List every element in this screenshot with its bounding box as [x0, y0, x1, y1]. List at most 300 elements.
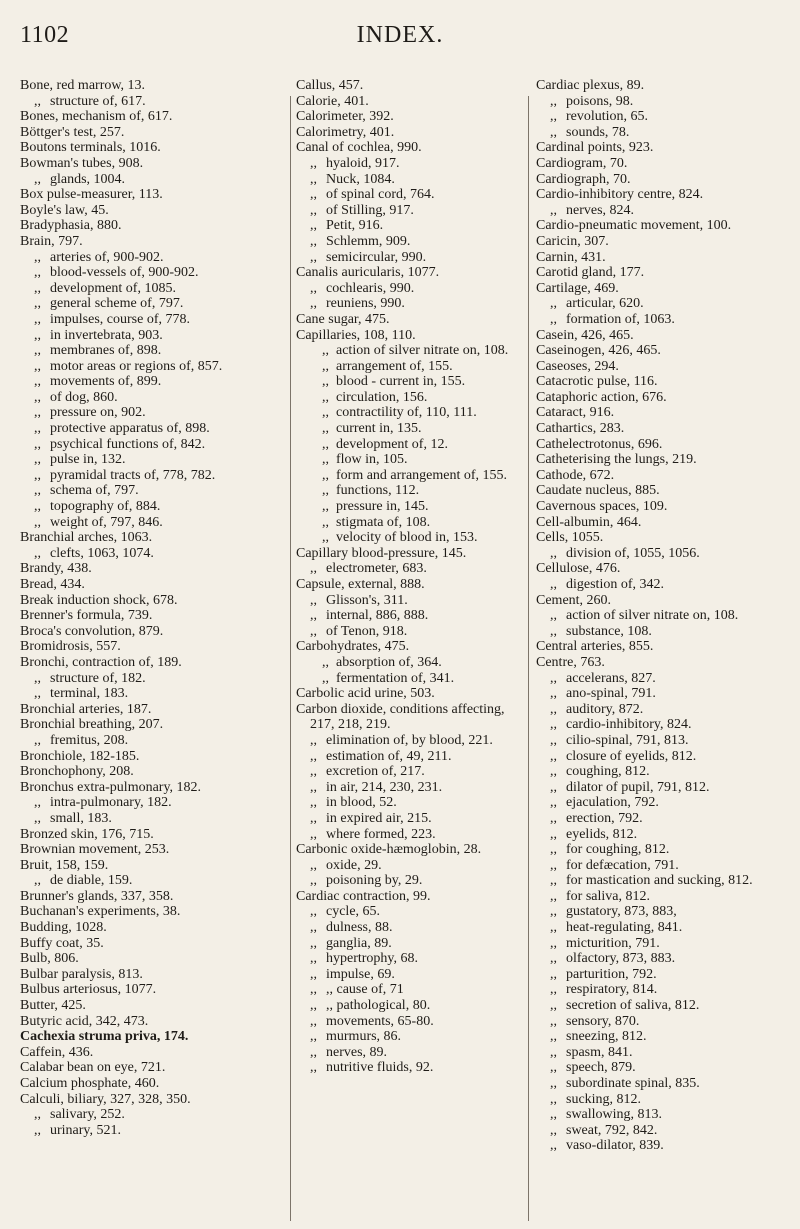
entry-text: of spinal cord, 764.	[326, 187, 435, 203]
ditto-mark: ,,	[34, 1107, 41, 1123]
entry-text: secretion of saliva, 812.	[566, 998, 700, 1014]
index-subentry	[20, 873, 285, 889]
ditto-mark: ,,	[310, 1013, 317, 1029]
index-subentry	[20, 499, 285, 515]
ditto-mark: ,,	[310, 810, 317, 826]
entry-text: vaso-dilator, 839.	[566, 1138, 664, 1154]
index-subentry	[536, 733, 792, 749]
index-entry	[296, 842, 518, 858]
ditto-mark: ,,	[34, 311, 41, 327]
index-subentry	[296, 281, 518, 297]
entry-text: where formed, 223.	[326, 826, 436, 842]
index-subentry	[296, 1029, 518, 1045]
index-subentry	[296, 296, 518, 312]
index-subentry	[536, 1138, 792, 1154]
index-subentry	[536, 1060, 792, 1076]
index-subentry	[536, 686, 792, 702]
index-subentry	[296, 904, 518, 920]
entry-text: Bromidrosis, 557.	[20, 639, 121, 655]
ditto-mark: ,,	[310, 951, 317, 967]
ditto-mark: ,,	[310, 873, 317, 889]
ditto-mark: ,,	[310, 249, 317, 265]
ditto-mark: ,,	[34, 436, 41, 452]
index-subentry	[20, 686, 285, 702]
ditto-mark: ,,	[550, 732, 557, 748]
ditto-mark: ,,	[550, 748, 557, 764]
entry-text: small, 183.	[50, 810, 112, 826]
entry-text: Petit, 916.	[326, 218, 384, 234]
entry-text: ano-spinal, 791.	[566, 686, 656, 702]
index-entry	[20, 593, 285, 609]
entry-text: for defæcation, 791.	[566, 857, 679, 873]
entry-text: sensory, 870.	[566, 1013, 640, 1029]
index-subentry	[20, 250, 285, 266]
ditto-mark: ,,	[550, 1060, 557, 1076]
index-entry	[20, 1029, 285, 1045]
entry-text: Nuck, 1084.	[326, 171, 395, 187]
ditto-mark: ,,	[550, 686, 557, 702]
index-subentry	[20, 374, 285, 390]
index-subentry	[296, 608, 518, 624]
entry-text: pressure in, 145.	[336, 499, 429, 515]
index-subentry	[296, 187, 518, 203]
entry-text: salivary, 252.	[50, 1107, 125, 1123]
ditto-mark: ,,	[550, 608, 557, 624]
entry-text: Bronchial breathing, 207.	[20, 717, 164, 733]
ditto-mark: ,,	[34, 296, 41, 312]
page-number: 1102	[20, 22, 70, 48]
index-entry	[20, 109, 285, 125]
ditto-mark: ,,	[34, 467, 41, 483]
entry-text: substance, 108.	[566, 623, 652, 639]
entry-text: Bones, mechanism of, 617.	[20, 109, 173, 125]
ditto-mark: ,,	[310, 608, 317, 624]
index-subentry	[536, 764, 792, 780]
index-entry	[536, 172, 792, 188]
index-subentry	[296, 655, 518, 671]
index-subentry	[536, 982, 792, 998]
entry-text: arteries of, 900-902.	[50, 249, 164, 265]
index-entry	[20, 936, 285, 952]
index-entry	[536, 655, 792, 671]
entry-text: topography of, 884.	[50, 499, 161, 515]
entry-text: of Stilling, 917.	[326, 202, 414, 218]
ditto-mark: ,,	[34, 1122, 41, 1138]
entry-text: pulse in, 132.	[50, 452, 126, 468]
index-entry	[296, 94, 518, 110]
entry-text: Cathode, 672.	[536, 467, 615, 483]
entry-text: ,, pathological, 80.	[326, 998, 431, 1014]
index-subentry	[20, 811, 285, 827]
index-subentry	[20, 421, 285, 437]
entry-text: Capillary blood-pressure, 145.	[296, 545, 467, 561]
index-subentry	[536, 967, 792, 983]
entry-text: in expired air, 215.	[326, 810, 432, 826]
entry-text: structure of, 617.	[50, 93, 146, 109]
index-subentry	[296, 624, 518, 640]
index-entry	[20, 187, 285, 203]
ditto-mark: ,,	[34, 389, 41, 405]
entry-text: Buffy coat, 35.	[20, 935, 104, 951]
entry-text: fermentation of, 341.	[336, 670, 455, 686]
ditto-mark: ,,	[550, 904, 557, 920]
entry-text: internal, 886, 888.	[326, 608, 429, 624]
entry-text: Butyric acid, 342, 473.	[20, 1013, 149, 1029]
index-subentry	[296, 234, 518, 250]
entry-text: pyramidal tracts of, 778, 782.	[50, 467, 216, 483]
ditto-mark: ,,	[34, 499, 41, 515]
index-entry	[296, 109, 518, 125]
entry-text: Bronzed skin, 176, 715.	[20, 826, 154, 842]
ditto-mark: ,,	[310, 592, 317, 608]
index-subentry	[20, 437, 285, 453]
ditto-mark: ,,	[322, 530, 329, 546]
entry-text: ,, cause of, 71	[326, 982, 404, 998]
index-subentry	[296, 1060, 518, 1076]
ditto-mark: ,,	[550, 202, 557, 218]
index-subentry	[536, 717, 792, 733]
entry-text: pressure on, 902.	[50, 405, 146, 421]
index-subentry	[296, 530, 518, 546]
ditto-mark: ,,	[550, 1029, 557, 1045]
entry-text: Cachexia struma priva, 174.	[20, 1029, 189, 1045]
index-subentry	[296, 390, 518, 406]
index-subentry	[296, 452, 518, 468]
index-subentry	[296, 671, 518, 687]
ditto-mark: ,,	[310, 795, 317, 811]
index-subentry	[536, 920, 792, 936]
index-subentry	[20, 343, 285, 359]
ditto-mark: ,,	[322, 389, 329, 405]
entry-text: Canalis auricularis, 1077.	[296, 265, 440, 281]
entry-text: Cane sugar, 475.	[296, 311, 390, 327]
entry-text: Bread, 434.	[20, 577, 85, 592]
entry-text: estimation of, 49, 211.	[326, 748, 452, 764]
ditto-mark: ,,	[322, 374, 329, 390]
entry-text: Cardio-pneumatic movement, 100.	[536, 218, 732, 234]
ditto-mark: ,,	[310, 966, 317, 982]
ditto-mark: ,,	[310, 171, 317, 187]
entry-text: Cardiac plexus, 89.	[536, 78, 645, 93]
entry-text: de diable, 159.	[50, 873, 133, 889]
entry-text: olfactory, 873, 883.	[566, 951, 676, 967]
index-column-3	[536, 78, 792, 1154]
index-subentry	[296, 343, 518, 359]
index-entry	[536, 639, 792, 655]
index-subentry	[536, 780, 792, 796]
entry-text: Brandy, 438.	[20, 561, 92, 577]
ditto-mark: ,,	[322, 483, 329, 499]
index-entry	[20, 827, 285, 843]
index-subentry	[536, 577, 792, 593]
index-subentry	[20, 265, 285, 281]
index-subentry	[20, 359, 285, 375]
index-entry	[296, 78, 518, 94]
index-subentry	[296, 593, 518, 609]
index-entry	[536, 405, 792, 421]
entry-text: Cataphoric action, 676.	[536, 389, 667, 405]
entry-text: membranes of, 898.	[50, 343, 162, 359]
ditto-mark: ,,	[310, 826, 317, 842]
index-subentry	[536, 1029, 792, 1045]
entry-text: semicircular, 990.	[326, 249, 427, 265]
entry-text: dilator of pupil, 791, 812.	[566, 779, 710, 795]
entry-text: Cellulose, 476.	[536, 561, 621, 577]
index-subentry	[296, 795, 518, 811]
entry-text: erection, 792.	[566, 810, 643, 826]
index-entry	[296, 702, 518, 733]
entry-text: Box pulse-measurer, 113.	[20, 187, 163, 203]
entry-text: swallowing, 813.	[566, 1107, 663, 1123]
index-entry	[536, 468, 792, 484]
index-entry	[20, 1076, 285, 1092]
index-entry	[20, 749, 285, 765]
ditto-mark: ,,	[322, 452, 329, 468]
index-subentry	[536, 1014, 792, 1030]
index-subentry	[536, 296, 792, 312]
entry-text: Central arteries, 855.	[536, 639, 654, 655]
entry-text: terminal, 183.	[50, 686, 129, 702]
index-subentry	[20, 1123, 285, 1139]
index-entry	[20, 920, 285, 936]
entry-text: Cathartics, 283.	[536, 421, 625, 437]
entry-text: clefts, 1063, 1074.	[50, 545, 154, 561]
entry-text: Caudate nucleus, 885.	[536, 483, 660, 499]
ditto-mark: ,,	[550, 701, 557, 717]
index-subentry	[536, 608, 792, 624]
ditto-mark: ,,	[550, 810, 557, 826]
index-entry	[536, 530, 792, 546]
index-subentry	[536, 624, 792, 640]
index-subentry	[296, 951, 518, 967]
entry-text: hyaloid, 917.	[326, 155, 400, 171]
entry-text: micturition, 791.	[566, 935, 660, 951]
index-entry	[296, 140, 518, 156]
index-entry	[20, 1092, 285, 1108]
index-subentry	[296, 811, 518, 827]
index-subentry	[296, 749, 518, 765]
entry-text: blood-vessels of, 900-902.	[50, 265, 199, 281]
index-subentry	[536, 312, 792, 328]
index-subentry	[296, 250, 518, 266]
entry-text: Cardiogram, 70.	[536, 155, 628, 171]
index-subentry	[536, 1107, 792, 1123]
index-subentry	[536, 873, 792, 889]
entry-text: gustatory, 873, 883,	[566, 904, 677, 920]
entry-text: structure of, 182.	[50, 670, 146, 686]
entry-text: ganglia, 89.	[326, 935, 392, 951]
index-entry	[536, 328, 792, 344]
ditto-mark: ,,	[550, 296, 557, 312]
entry-text: Catacrotic pulse, 116.	[536, 374, 658, 390]
entry-text: velocity of blood in, 153.	[336, 530, 478, 546]
index-entry	[20, 1014, 285, 1030]
ditto-mark: ,,	[550, 779, 557, 795]
index-entry	[20, 904, 285, 920]
index-subentry	[20, 452, 285, 468]
entry-text: urinary, 521.	[50, 1122, 122, 1138]
entry-text: dulness, 88.	[326, 920, 393, 936]
entry-text: absorption of, 364.	[336, 654, 442, 670]
entry-text: Broca's convolution, 879.	[20, 623, 164, 639]
ditto-mark: ,,	[550, 935, 557, 951]
ditto-mark: ,,	[322, 654, 329, 670]
entry-text: Centre, 763.	[536, 654, 605, 670]
entry-text: Cardiograph, 70.	[536, 171, 631, 187]
entry-text: Carbolic acid urine, 503.	[296, 686, 435, 702]
entry-text: Bronchial arteries, 187.	[20, 701, 152, 717]
entry-text: flow in, 105.	[336, 452, 408, 468]
ditto-mark: ,,	[322, 499, 329, 515]
index-entry	[296, 639, 518, 655]
entry-text: cardio-inhibitory, 824.	[566, 717, 692, 733]
entry-text: general scheme of, 797.	[50, 296, 184, 312]
entry-text: Calorimeter, 392.	[296, 109, 394, 125]
entry-text: speech, 879.	[566, 1060, 636, 1076]
index-entry	[296, 577, 518, 593]
entry-text: Cells, 1055.	[536, 530, 604, 546]
entry-text: stigmata of, 108.	[336, 514, 431, 530]
index-subentry	[20, 483, 285, 499]
index-column-1	[20, 78, 285, 1138]
index-subentry	[20, 172, 285, 188]
index-subentry	[536, 109, 792, 125]
index-entry	[20, 1060, 285, 1076]
entry-text: Casein, 426, 465.	[536, 327, 634, 343]
index-entry	[20, 639, 285, 655]
ditto-mark: ,,	[310, 561, 317, 577]
entry-text: nerves, 824.	[566, 202, 635, 218]
entry-text: Boyle's law, 45.	[20, 202, 109, 218]
entry-text: sounds, 78.	[566, 124, 630, 140]
index-entry	[20, 967, 285, 983]
entry-text: Carnin, 431.	[536, 249, 606, 265]
ditto-mark: ,,	[34, 670, 41, 686]
entry-text: murmurs, 86.	[326, 1029, 402, 1045]
index-entry	[296, 889, 518, 905]
ditto-mark: ,,	[34, 452, 41, 468]
ditto-mark: ,,	[310, 202, 317, 218]
entry-text: poisons, 98.	[566, 93, 634, 109]
index-subentry	[296, 437, 518, 453]
entry-text: Bruit, 158, 159.	[20, 857, 109, 873]
index-subentry	[536, 1045, 792, 1061]
ditto-mark: ,,	[310, 1044, 317, 1060]
ditto-mark: ,,	[550, 623, 557, 639]
ditto-mark: ,,	[34, 405, 41, 421]
ditto-mark: ,,	[310, 748, 317, 764]
ditto-mark: ,,	[310, 982, 317, 998]
index-entry	[536, 390, 792, 406]
entry-text: Bronchi, contraction of, 189.	[20, 654, 182, 670]
entry-text: Glisson's, 311.	[326, 592, 408, 608]
entry-text: accelerans, 827.	[566, 670, 656, 686]
index-entry	[296, 312, 518, 328]
entry-text: movements of, 899.	[50, 374, 162, 390]
ditto-mark: ,,	[550, 764, 557, 780]
index-entry	[20, 561, 285, 577]
index-subentry	[536, 827, 792, 843]
entry-text: arrangement of, 155.	[336, 358, 453, 374]
ditto-mark: ,,	[550, 888, 557, 904]
index-entry	[20, 577, 285, 593]
ditto-mark: ,,	[550, 124, 557, 140]
index-subentry	[296, 967, 518, 983]
index-subentry	[536, 1092, 792, 1108]
entry-text: Böttger's test, 257.	[20, 124, 125, 140]
ditto-mark: ,,	[34, 374, 41, 390]
index-subentry	[296, 374, 518, 390]
entry-text: psychical functions of, 842.	[50, 436, 206, 452]
ditto-mark: ,,	[550, 966, 557, 982]
index-subentry	[536, 889, 792, 905]
entry-text: Cartilage, 469.	[536, 280, 619, 296]
index-entry	[20, 1045, 285, 1061]
ditto-mark: ,,	[34, 795, 41, 811]
index-entry	[536, 499, 792, 515]
entry-text: auditory, 872.	[566, 701, 644, 717]
entry-text: Bulbus arteriosus, 1077.	[20, 982, 157, 998]
ditto-mark: ,,	[310, 187, 317, 203]
index-entry	[536, 452, 792, 468]
entry-text: movements, 65-80.	[326, 1013, 434, 1029]
index-entry	[536, 156, 792, 172]
entry-text: Calculi, biliary, 327, 328, 350.	[20, 1091, 191, 1107]
entry-text: subordinate spinal, 835.	[566, 1076, 700, 1091]
entry-text: Caseoses, 294.	[536, 358, 619, 374]
entry-text: for saliva, 812.	[566, 888, 650, 904]
entry-text: Bulbar paralysis, 813.	[20, 966, 143, 982]
index-entry	[20, 78, 285, 94]
entry-text: Brownian movement, 253.	[20, 842, 170, 858]
index-subentry	[536, 795, 792, 811]
ditto-mark: ,,	[550, 109, 557, 125]
index-subentry	[296, 156, 518, 172]
entry-text: Calcium phosphate, 460.	[20, 1076, 160, 1091]
entry-text: Cataract, 916.	[536, 405, 615, 421]
column-divider	[528, 96, 529, 1221]
entry-text: division of, 1055, 1056.	[566, 545, 700, 561]
ditto-mark: ,,	[34, 810, 41, 826]
ditto-mark: ,,	[310, 764, 317, 780]
index-subentry	[296, 218, 518, 234]
ditto-mark: ,,	[34, 514, 41, 530]
entry-text: hypertrophy, 68.	[326, 951, 419, 967]
index-entry	[536, 234, 792, 250]
index-subentry	[296, 405, 518, 421]
entry-text: Cardio-inhibitory centre, 824.	[536, 187, 704, 203]
index-subentry	[536, 811, 792, 827]
entry-text: eyelids, 812.	[566, 826, 638, 842]
entry-text: protective apparatus of, 898.	[50, 421, 210, 437]
index-subentry	[536, 671, 792, 687]
entry-text: cilio-spinal, 791, 813.	[566, 732, 689, 748]
index-subentry	[20, 515, 285, 531]
ditto-mark: ,,	[310, 233, 317, 249]
entry-text: sweat, 792, 842.	[566, 1122, 658, 1138]
entry-text: impulse, 69.	[326, 966, 395, 982]
entry-text: Carbohydrates, 475.	[296, 639, 410, 655]
index-entry	[536, 374, 792, 390]
index-entry	[20, 998, 285, 1014]
column-divider	[290, 96, 291, 1221]
entry-text: Catheterising the lungs, 219.	[536, 452, 697, 468]
index-subentry	[296, 468, 518, 484]
index-entry	[536, 140, 792, 156]
index-subentry	[296, 733, 518, 749]
entry-text: Carbonic oxide-hæmoglobin, 28.	[296, 842, 482, 858]
ditto-mark: ,,	[310, 218, 317, 234]
